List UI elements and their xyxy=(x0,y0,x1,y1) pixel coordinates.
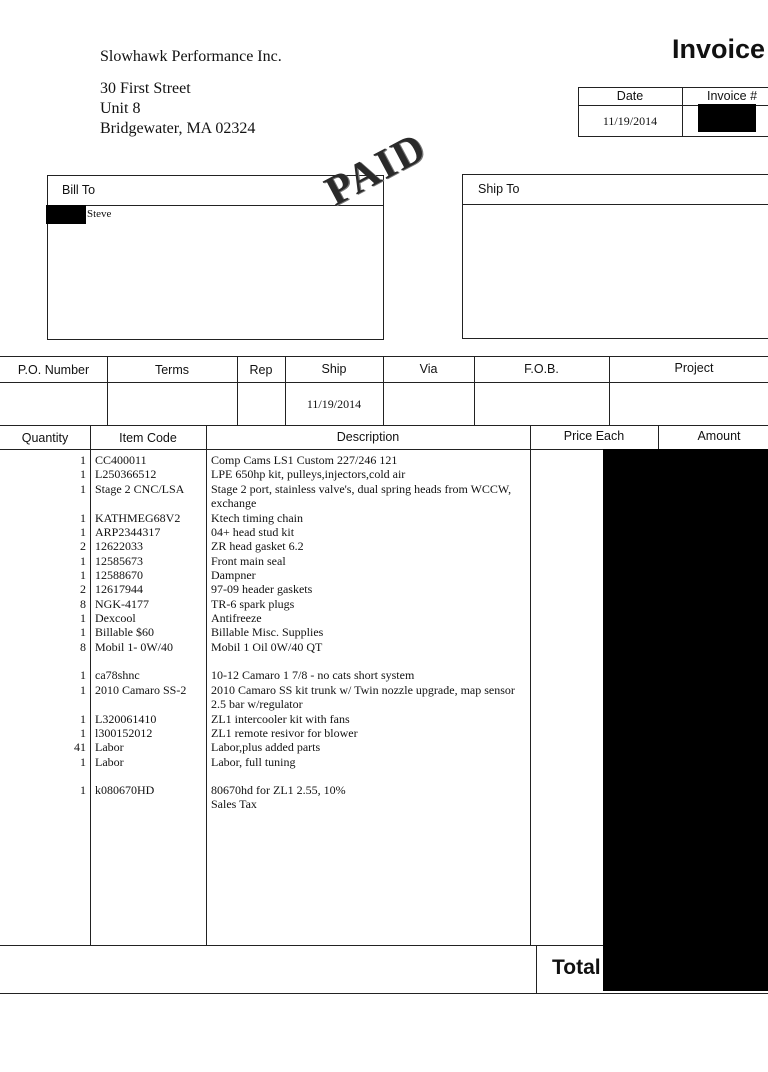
row-qty: 1 xyxy=(80,683,86,697)
row-qty: 1 xyxy=(80,668,86,682)
row-item-code: Stage 2 CNC/LSA xyxy=(95,482,185,496)
row-item-code: Mobil 1- 0W/40 xyxy=(95,640,173,654)
row-description: Ktech timing chain xyxy=(211,511,303,525)
amount-header: Amount xyxy=(697,429,741,443)
row-qty: 1 xyxy=(80,554,86,568)
row-description: Antifreeze xyxy=(211,611,262,625)
row-description: ZL1 remote resivor for blower xyxy=(211,726,358,740)
po-number-header: P.O. Number xyxy=(17,363,90,377)
row-item-code: Dexcool xyxy=(95,611,136,625)
quantity-header: Quantity xyxy=(21,431,69,445)
row-description: 2010 Camaro SS kit trunk w/ Twin nozzle upgrade, map sensor 2.5 bar w/regulator xyxy=(211,683,515,711)
row-qty: 1 xyxy=(80,482,86,496)
company-address-line-2: Unit 8 xyxy=(100,100,141,117)
rep-header: Rep xyxy=(249,363,273,377)
row-description: Comp Cams LS1 Custom 227/246 121 xyxy=(211,453,398,467)
ship-header: Ship xyxy=(321,362,347,376)
row-description: Front main seal xyxy=(211,554,286,568)
row-description: ZR head gasket 6.2 xyxy=(211,539,304,553)
date-label: Date xyxy=(616,89,644,103)
paid-stamp: PAID xyxy=(317,124,435,216)
row-description: ZL1 intercooler kit with fans xyxy=(211,712,350,726)
row-description: Labor,plus added parts xyxy=(211,740,321,754)
fob-header: F.O.B. xyxy=(524,362,559,376)
row-qty: 2 xyxy=(80,582,86,596)
row-item-code: NGK-4177 xyxy=(95,597,149,611)
row-description: Stage 2 port, stainless valve's, dual spring heads from WCCW, exchange xyxy=(211,482,512,510)
row-qty: 1 xyxy=(80,755,86,769)
row-qty: 1 xyxy=(80,467,86,481)
row-qty: 1 xyxy=(80,568,86,582)
total-label: Total xyxy=(552,956,601,979)
description-header: Description xyxy=(336,430,400,444)
redacted-invoice-number xyxy=(698,104,756,132)
redacted-customer-surname xyxy=(46,205,86,224)
row-item-code: KATHMEG68V2 xyxy=(95,511,181,525)
row-item-code: 2010 Camaro SS-2 xyxy=(95,683,187,697)
row-qty: 1 xyxy=(80,712,86,726)
invoice-number-label: Invoice # xyxy=(706,89,758,103)
ship-to-box xyxy=(462,174,768,339)
company-address-line-3: Bridgewater, MA 02324 xyxy=(100,120,256,137)
row-qty: 1 xyxy=(80,726,86,740)
ship-date-value: 11/19/2014 xyxy=(306,397,362,411)
invoice-date: 11/19/2014 xyxy=(602,114,658,128)
redacted-amounts xyxy=(603,449,768,991)
company-address-line-1: 30 First Street xyxy=(100,80,191,97)
company-name: Slowhawk Performance Inc. xyxy=(100,48,282,65)
row-description: Billable Misc. Supplies xyxy=(211,625,324,639)
document-title: Invoice xyxy=(672,34,766,64)
row-item-code: ARP2344317 xyxy=(95,525,161,539)
row-description: Sales Tax xyxy=(211,797,257,811)
row-item-code: L320061410 xyxy=(95,712,157,726)
row-item-code: 12617944 xyxy=(95,582,143,596)
row-description: 10-12 Camaro 1 7/8 - no cats short system xyxy=(211,668,415,682)
row-description: Dampner xyxy=(211,568,256,582)
item-code-header: Item Code xyxy=(119,431,177,445)
price-each-header: Price Each xyxy=(563,429,625,443)
row-qty: 8 xyxy=(80,597,86,611)
row-description: Mobil 1 Oil 0W/40 QT xyxy=(211,640,323,654)
row-description: 97-09 header gaskets xyxy=(211,582,313,596)
row-qty: 1 xyxy=(80,783,86,797)
row-qty: 1 xyxy=(80,625,86,639)
row-item-code: ca78shnc xyxy=(95,668,140,682)
order-info-table xyxy=(0,356,768,357)
row-item-code: CC400011 xyxy=(95,453,147,467)
row-description: 80670hd for ZL1 2.55, 10% xyxy=(211,783,346,797)
row-item-code: Labor xyxy=(95,755,124,769)
row-description: LPE 650hp kit, pulleys,injectors,cold air xyxy=(211,467,406,481)
ship-to-label: Ship To xyxy=(478,182,520,196)
row-description: Labor, full tuning xyxy=(211,755,296,769)
row-qty: 1 xyxy=(80,611,86,625)
bill-to-name: Steve xyxy=(87,208,112,220)
row-qty: 41 xyxy=(74,740,86,754)
row-qty: 2 xyxy=(80,539,86,553)
row-item-code: 12585673 xyxy=(95,554,143,568)
row-description: 04+ head stud kit xyxy=(211,525,295,539)
row-item-code: L250366512 xyxy=(95,467,157,481)
row-item-code: Billable $60 xyxy=(95,625,154,639)
row-qty: 8 xyxy=(80,640,86,654)
via-header: Via xyxy=(419,362,438,376)
row-qty: 1 xyxy=(80,511,86,525)
row-item-code: 12622033 xyxy=(95,539,143,553)
row-description: TR-6 spark plugs xyxy=(211,597,295,611)
terms-header: Terms xyxy=(154,363,190,377)
row-item-code: l300152012 xyxy=(95,726,153,740)
row-qty: 1 xyxy=(80,525,86,539)
project-header: Project xyxy=(674,361,714,375)
row-qty: 1 xyxy=(80,453,86,467)
row-item-code: Labor xyxy=(95,740,124,754)
row-item-code: k080670HD xyxy=(95,783,155,797)
bill-to-label: Bill To xyxy=(62,183,96,197)
row-item-code: 12588670 xyxy=(95,568,143,582)
